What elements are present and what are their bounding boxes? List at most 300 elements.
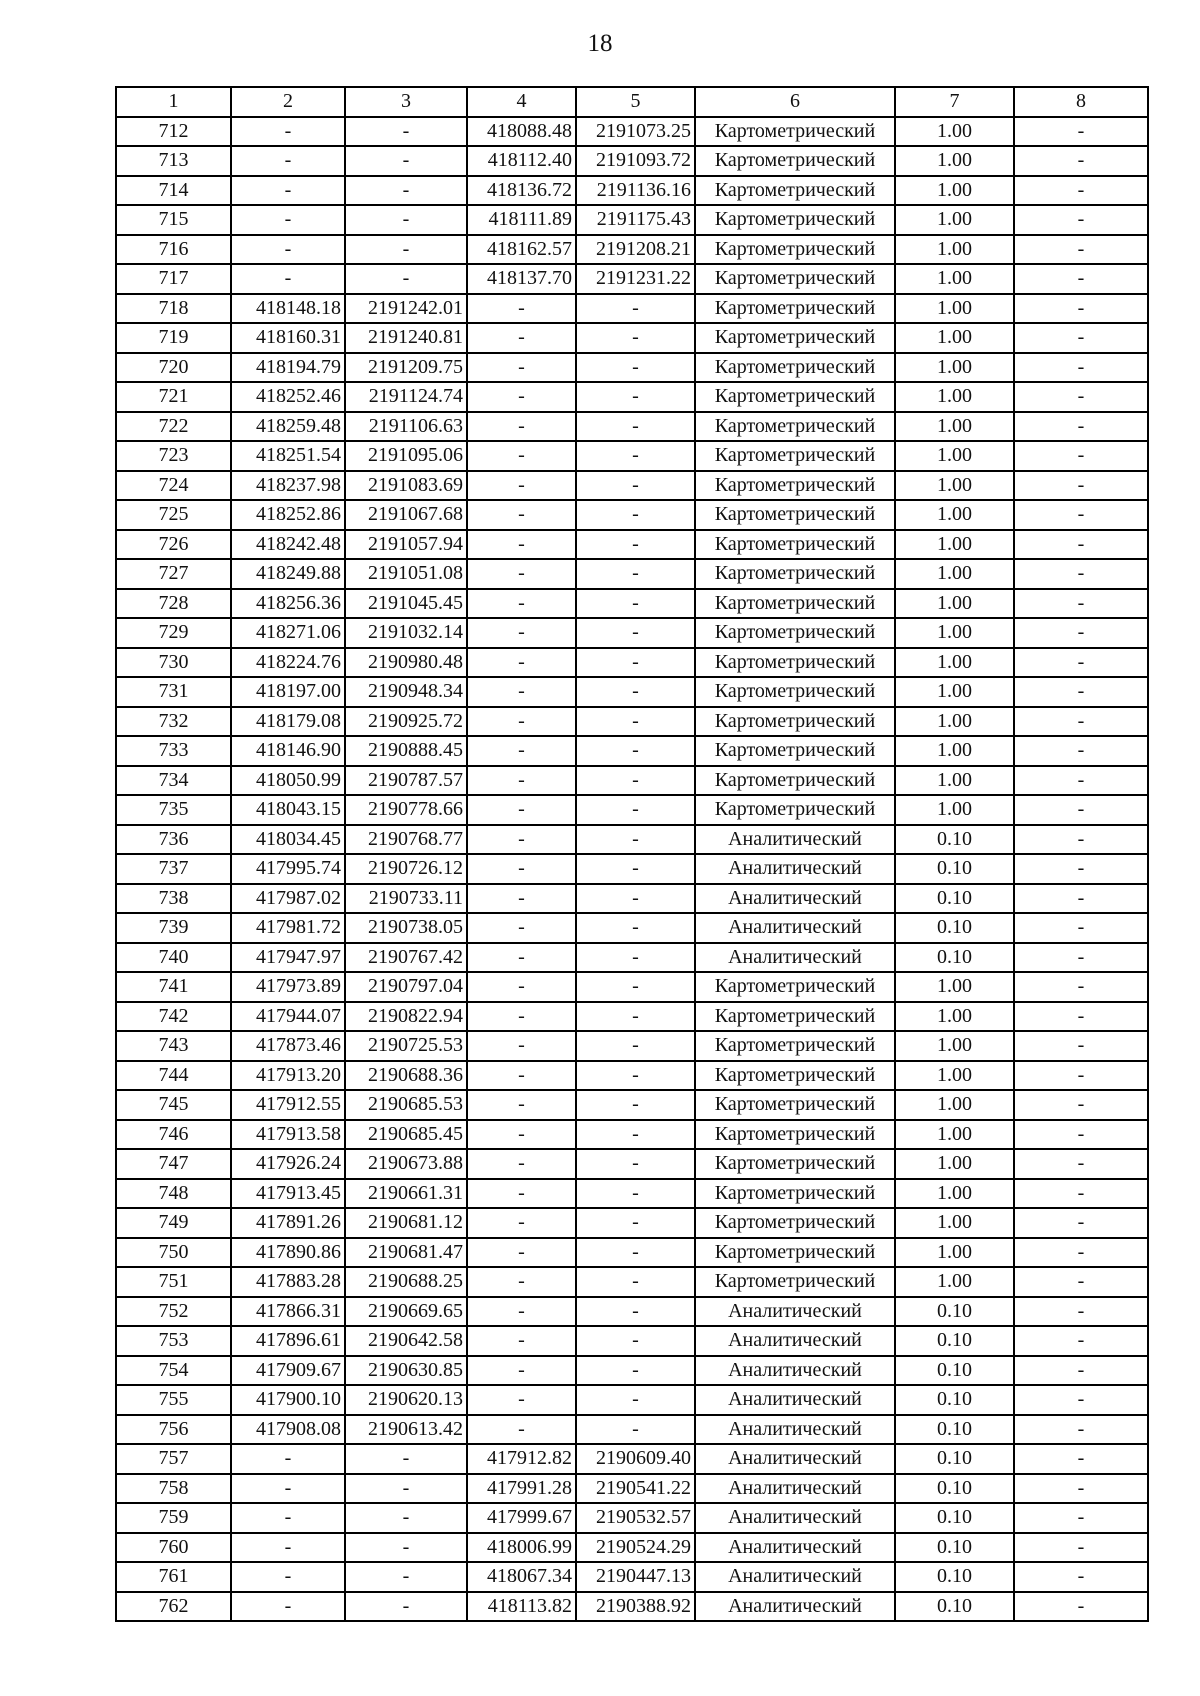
x-old-cell: 418050.99: [231, 766, 345, 796]
y-old-cell: 2190768.77: [345, 825, 467, 855]
point-number-cell: 715: [116, 205, 231, 235]
y-old-cell: -: [345, 1592, 467, 1622]
note-cell: -: [1014, 1090, 1148, 1120]
precision-cell: 1.00: [895, 618, 1014, 648]
point-number-cell: 738: [116, 884, 231, 914]
y-new-cell: -: [576, 323, 695, 353]
precision-cell: 1.00: [895, 530, 1014, 560]
method-cell: Картометрический: [695, 1179, 895, 1209]
y-new-cell: -: [576, 618, 695, 648]
x-old-cell: 418252.46: [231, 382, 345, 412]
note-cell: -: [1014, 854, 1148, 884]
x-new-cell: -: [467, 1356, 576, 1386]
note-cell: -: [1014, 707, 1148, 737]
y-old-cell: 2190888.45: [345, 736, 467, 766]
x-new-cell: -: [467, 441, 576, 471]
note-cell: -: [1014, 1267, 1148, 1297]
point-number-cell: 746: [116, 1120, 231, 1150]
x-new-cell: 418067.34: [467, 1562, 576, 1592]
x-old-cell: -: [231, 1562, 345, 1592]
note-cell: -: [1014, 1238, 1148, 1268]
table-row: [116, 972, 1148, 1002]
x-new-cell: -: [467, 884, 576, 914]
table-row: [116, 500, 1148, 530]
table-row: [116, 1061, 1148, 1091]
point-number-cell: 730: [116, 648, 231, 678]
table-row: [116, 441, 1148, 471]
precision-cell: 1.00: [895, 146, 1014, 176]
x-new-cell: -: [467, 1149, 576, 1179]
x-old-cell: 418160.31: [231, 323, 345, 353]
y-old-cell: -: [345, 176, 467, 206]
table-body: [116, 117, 1148, 1622]
precision-cell: 0.10: [895, 1415, 1014, 1445]
table-row: [116, 1267, 1148, 1297]
note-cell: -: [1014, 1149, 1148, 1179]
note-cell: -: [1014, 884, 1148, 914]
method-cell: Картометрический: [695, 766, 895, 796]
table-row: [116, 884, 1148, 914]
note-cell: -: [1014, 1031, 1148, 1061]
precision-cell: 1.00: [895, 176, 1014, 206]
point-number-cell: 719: [116, 323, 231, 353]
precision-cell: 1.00: [895, 471, 1014, 501]
y-old-cell: 2190822.94: [345, 1002, 467, 1032]
y-old-cell: 2190630.85: [345, 1356, 467, 1386]
precision-cell: 1.00: [895, 707, 1014, 737]
point-number-cell: 759: [116, 1503, 231, 1533]
table-row: [116, 1208, 1148, 1238]
y-new-cell: -: [576, 972, 695, 1002]
table-row: [116, 382, 1148, 412]
table-row: [116, 1444, 1148, 1474]
method-cell: Картометрический: [695, 707, 895, 737]
x-old-cell: 418259.48: [231, 412, 345, 442]
table-row: [116, 1326, 1148, 1356]
x-old-cell: 418224.76: [231, 648, 345, 678]
table-row: [116, 1090, 1148, 1120]
precision-cell: 0.10: [895, 884, 1014, 914]
x-old-cell: 417866.31: [231, 1297, 345, 1327]
x-old-cell: 417896.61: [231, 1326, 345, 1356]
method-cell: Картометрический: [695, 589, 895, 619]
point-number-cell: 758: [116, 1474, 231, 1504]
table-row: [116, 1149, 1148, 1179]
x-old-cell: -: [231, 1533, 345, 1563]
table-row: [116, 1474, 1148, 1504]
method-cell: Аналитический: [695, 913, 895, 943]
note-cell: -: [1014, 235, 1148, 265]
precision-cell: 1.00: [895, 972, 1014, 1002]
precision-cell: 1.00: [895, 1031, 1014, 1061]
method-cell: Аналитический: [695, 1326, 895, 1356]
note-cell: -: [1014, 294, 1148, 324]
y-new-cell: -: [576, 1267, 695, 1297]
point-number-cell: 724: [116, 471, 231, 501]
table-row: [116, 618, 1148, 648]
method-cell: Картометрический: [695, 294, 895, 324]
point-number-cell: 749: [116, 1208, 231, 1238]
y-new-cell: -: [576, 1061, 695, 1091]
table-row: [116, 854, 1148, 884]
x-old-cell: 417913.58: [231, 1120, 345, 1150]
x-old-cell: 417913.45: [231, 1179, 345, 1209]
method-cell: Картометрический: [695, 117, 895, 147]
point-number-cell: 748: [116, 1179, 231, 1209]
note-cell: -: [1014, 1474, 1148, 1504]
x-new-cell: -: [467, 618, 576, 648]
precision-cell: 0.10: [895, 1444, 1014, 1474]
precision-cell: 0.10: [895, 1592, 1014, 1622]
y-old-cell: 2190797.04: [345, 972, 467, 1002]
y-new-cell: 2191136.16: [576, 176, 695, 206]
y-old-cell: 2190948.34: [345, 677, 467, 707]
precision-cell: 1.00: [895, 500, 1014, 530]
column-header: 1: [116, 87, 231, 117]
x-old-cell: 418043.15: [231, 795, 345, 825]
precision-cell: 1.00: [895, 412, 1014, 442]
y-new-cell: -: [576, 294, 695, 324]
note-cell: -: [1014, 1562, 1148, 1592]
table-row: [116, 294, 1148, 324]
y-old-cell: -: [345, 205, 467, 235]
x-new-cell: 417999.67: [467, 1503, 576, 1533]
note-cell: -: [1014, 1061, 1148, 1091]
method-cell: Картометрический: [695, 1267, 895, 1297]
method-cell: Аналитический: [695, 1533, 895, 1563]
y-old-cell: -: [345, 1533, 467, 1563]
note-cell: -: [1014, 146, 1148, 176]
x-new-cell: -: [467, 1090, 576, 1120]
precision-cell: 0.10: [895, 1385, 1014, 1415]
table-row: [116, 176, 1148, 206]
method-cell: Картометрический: [695, 235, 895, 265]
x-old-cell: 417995.74: [231, 854, 345, 884]
x-old-cell: -: [231, 176, 345, 206]
x-old-cell: 417981.72: [231, 913, 345, 943]
table-row: [116, 205, 1148, 235]
y-old-cell: 2190669.65: [345, 1297, 467, 1327]
point-number-cell: 716: [116, 235, 231, 265]
x-new-cell: -: [467, 294, 576, 324]
note-cell: -: [1014, 117, 1148, 147]
method-cell: Аналитический: [695, 1474, 895, 1504]
y-old-cell: -: [345, 235, 467, 265]
point-number-cell: 761: [116, 1562, 231, 1592]
method-cell: Картометрический: [695, 146, 895, 176]
y-old-cell: 2190778.66: [345, 795, 467, 825]
column-header: 6: [695, 87, 895, 117]
table-row: [116, 323, 1148, 353]
note-cell: -: [1014, 412, 1148, 442]
y-old-cell: -: [345, 1444, 467, 1474]
note-cell: -: [1014, 1592, 1148, 1622]
y-old-cell: 2190688.25: [345, 1267, 467, 1297]
x-old-cell: 417890.86: [231, 1238, 345, 1268]
x-new-cell: 418137.70: [467, 264, 576, 294]
point-number-cell: 726: [116, 530, 231, 560]
method-cell: Аналитический: [695, 825, 895, 855]
column-header: 3: [345, 87, 467, 117]
x-old-cell: -: [231, 264, 345, 294]
method-cell: Аналитический: [695, 1444, 895, 1474]
precision-cell: 1.00: [895, 736, 1014, 766]
note-cell: -: [1014, 559, 1148, 589]
table-row: [116, 913, 1148, 943]
x-old-cell: 417973.89: [231, 972, 345, 1002]
note-cell: -: [1014, 1533, 1148, 1563]
method-cell: Аналитический: [695, 854, 895, 884]
x-old-cell: 418034.45: [231, 825, 345, 855]
x-old-cell: 418194.79: [231, 353, 345, 383]
x-new-cell: -: [467, 1208, 576, 1238]
x-new-cell: -: [467, 412, 576, 442]
point-number-cell: 740: [116, 943, 231, 973]
y-old-cell: -: [345, 146, 467, 176]
table-row: [116, 1533, 1148, 1563]
note-cell: -: [1014, 382, 1148, 412]
method-cell: Аналитический: [695, 943, 895, 973]
note-cell: -: [1014, 264, 1148, 294]
y-new-cell: 2190524.29: [576, 1533, 695, 1563]
y-old-cell: 2191067.68: [345, 500, 467, 530]
x-new-cell: -: [467, 1267, 576, 1297]
y-new-cell: -: [576, 353, 695, 383]
method-cell: Картометрический: [695, 530, 895, 560]
table-row: [116, 235, 1148, 265]
x-old-cell: 417944.07: [231, 1002, 345, 1032]
method-cell: Аналитический: [695, 1503, 895, 1533]
y-old-cell: -: [345, 1474, 467, 1504]
table-row: [116, 1031, 1148, 1061]
table-row: [116, 1179, 1148, 1209]
method-cell: Картометрический: [695, 500, 895, 530]
point-number-cell: 745: [116, 1090, 231, 1120]
y-new-cell: 2190541.22: [576, 1474, 695, 1504]
y-old-cell: 2190725.53: [345, 1031, 467, 1061]
x-new-cell: 418162.57: [467, 235, 576, 265]
y-new-cell: -: [576, 500, 695, 530]
point-number-cell: 725: [116, 500, 231, 530]
point-number-cell: 720: [116, 353, 231, 383]
table-row: [116, 943, 1148, 973]
x-old-cell: 417926.24: [231, 1149, 345, 1179]
x-new-cell: -: [467, 677, 576, 707]
y-old-cell: 2191032.14: [345, 618, 467, 648]
method-cell: Картометрический: [695, 618, 895, 648]
table-row: [116, 264, 1148, 294]
x-new-cell: -: [467, 1415, 576, 1445]
y-new-cell: -: [576, 707, 695, 737]
point-number-cell: 741: [116, 972, 231, 1002]
note-cell: -: [1014, 205, 1148, 235]
x-new-cell: -: [467, 1297, 576, 1327]
x-old-cell: -: [231, 1444, 345, 1474]
method-cell: Аналитический: [695, 1297, 895, 1327]
x-new-cell: -: [467, 648, 576, 678]
x-old-cell: 418249.88: [231, 559, 345, 589]
precision-cell: 1.00: [895, 1090, 1014, 1120]
point-number-cell: 762: [116, 1592, 231, 1622]
x-new-cell: -: [467, 913, 576, 943]
x-new-cell: -: [467, 1179, 576, 1209]
precision-cell: 1.00: [895, 677, 1014, 707]
y-new-cell: -: [576, 736, 695, 766]
y-new-cell: -: [576, 1238, 695, 1268]
precision-cell: 1.00: [895, 1238, 1014, 1268]
note-cell: -: [1014, 1208, 1148, 1238]
method-cell: Картометрический: [695, 1208, 895, 1238]
y-new-cell: -: [576, 412, 695, 442]
x-new-cell: -: [467, 707, 576, 737]
y-new-cell: -: [576, 1031, 695, 1061]
method-cell: Картометрический: [695, 264, 895, 294]
point-number-cell: 731: [116, 677, 231, 707]
precision-cell: 1.00: [895, 766, 1014, 796]
page-number: 18: [587, 30, 613, 57]
y-old-cell: 2190642.58: [345, 1326, 467, 1356]
y-new-cell: 2191231.22: [576, 264, 695, 294]
point-number-cell: 712: [116, 117, 231, 147]
y-old-cell: 2190681.12: [345, 1208, 467, 1238]
point-number-cell: 744: [116, 1061, 231, 1091]
note-cell: -: [1014, 913, 1148, 943]
x-old-cell: 417891.26: [231, 1208, 345, 1238]
precision-cell: 1.00: [895, 117, 1014, 147]
x-new-cell: -: [467, 1385, 576, 1415]
x-new-cell: 417912.82: [467, 1444, 576, 1474]
method-cell: Картометрический: [695, 1002, 895, 1032]
y-new-cell: -: [576, 1385, 695, 1415]
note-cell: -: [1014, 500, 1148, 530]
x-new-cell: -: [467, 854, 576, 884]
table-row: [116, 1120, 1148, 1150]
y-old-cell: 2191106.63: [345, 412, 467, 442]
note-cell: -: [1014, 972, 1148, 1002]
note-cell: -: [1014, 589, 1148, 619]
y-new-cell: -: [576, 825, 695, 855]
y-old-cell: 2190673.88: [345, 1149, 467, 1179]
table-row: [116, 707, 1148, 737]
y-new-cell: -: [576, 1297, 695, 1327]
y-old-cell: 2191209.75: [345, 353, 467, 383]
y-old-cell: 2190620.13: [345, 1385, 467, 1415]
y-new-cell: -: [576, 854, 695, 884]
table-row: [116, 1002, 1148, 1032]
method-cell: Картометрический: [695, 412, 895, 442]
table-header-row: [116, 87, 1148, 117]
x-old-cell: 418237.98: [231, 471, 345, 501]
x-old-cell: 417987.02: [231, 884, 345, 914]
method-cell: Картометрический: [695, 648, 895, 678]
note-cell: -: [1014, 530, 1148, 560]
table-row: [116, 1385, 1148, 1415]
precision-cell: 1.00: [895, 205, 1014, 235]
y-new-cell: -: [576, 1356, 695, 1386]
point-number-cell: 737: [116, 854, 231, 884]
precision-cell: 1.00: [895, 264, 1014, 294]
precision-cell: 1.00: [895, 294, 1014, 324]
method-cell: Картометрический: [695, 205, 895, 235]
y-new-cell: -: [576, 677, 695, 707]
y-new-cell: -: [576, 1002, 695, 1032]
x-old-cell: 418252.86: [231, 500, 345, 530]
y-new-cell: -: [576, 441, 695, 471]
precision-cell: 1.00: [895, 648, 1014, 678]
note-cell: -: [1014, 1385, 1148, 1415]
method-cell: Картометрический: [695, 736, 895, 766]
y-old-cell: -: [345, 117, 467, 147]
x-new-cell: 418112.40: [467, 146, 576, 176]
precision-cell: 1.00: [895, 1002, 1014, 1032]
precision-cell: 0.10: [895, 943, 1014, 973]
point-number-cell: 727: [116, 559, 231, 589]
point-number-cell: 742: [116, 1002, 231, 1032]
note-cell: -: [1014, 441, 1148, 471]
precision-cell: 0.10: [895, 1297, 1014, 1327]
x-new-cell: -: [467, 736, 576, 766]
point-number-cell: 728: [116, 589, 231, 619]
note-cell: -: [1014, 1120, 1148, 1150]
precision-cell: 0.10: [895, 825, 1014, 855]
x-old-cell: 417873.46: [231, 1031, 345, 1061]
x-new-cell: 418136.72: [467, 176, 576, 206]
note-cell: -: [1014, 1326, 1148, 1356]
y-old-cell: 2190685.53: [345, 1090, 467, 1120]
x-old-cell: 418256.36: [231, 589, 345, 619]
y-old-cell: 2190787.57: [345, 766, 467, 796]
y-new-cell: -: [576, 648, 695, 678]
precision-cell: 1.00: [895, 589, 1014, 619]
point-number-cell: 734: [116, 766, 231, 796]
x-old-cell: -: [231, 205, 345, 235]
y-old-cell: 2190726.12: [345, 854, 467, 884]
precision-cell: 0.10: [895, 913, 1014, 943]
x-new-cell: 418006.99: [467, 1533, 576, 1563]
column-header: 2: [231, 87, 345, 117]
point-number-cell: 743: [116, 1031, 231, 1061]
method-cell: Картометрический: [695, 677, 895, 707]
precision-cell: 1.00: [895, 559, 1014, 589]
point-number-cell: 752: [116, 1297, 231, 1327]
table-row: [116, 795, 1148, 825]
point-number-cell: 754: [116, 1356, 231, 1386]
precision-cell: 0.10: [895, 1503, 1014, 1533]
y-new-cell: -: [576, 795, 695, 825]
coordinates-table: [115, 86, 1149, 1622]
x-new-cell: -: [467, 1061, 576, 1091]
table-row: [116, 1297, 1148, 1327]
method-cell: Картометрический: [695, 323, 895, 353]
method-cell: Аналитический: [695, 1385, 895, 1415]
note-cell: -: [1014, 795, 1148, 825]
method-cell: Картометрический: [695, 471, 895, 501]
table-row: [116, 1503, 1148, 1533]
x-old-cell: -: [231, 1592, 345, 1622]
x-old-cell: 417912.55: [231, 1090, 345, 1120]
x-old-cell: 418242.48: [231, 530, 345, 560]
note-cell: -: [1014, 618, 1148, 648]
method-cell: Картометрический: [695, 176, 895, 206]
x-new-cell: -: [467, 1238, 576, 1268]
precision-cell: 1.00: [895, 441, 1014, 471]
y-new-cell: -: [576, 1149, 695, 1179]
note-cell: -: [1014, 766, 1148, 796]
x-new-cell: -: [467, 353, 576, 383]
x-old-cell: 417908.08: [231, 1415, 345, 1445]
x-new-cell: -: [467, 382, 576, 412]
point-number-cell: 747: [116, 1149, 231, 1179]
